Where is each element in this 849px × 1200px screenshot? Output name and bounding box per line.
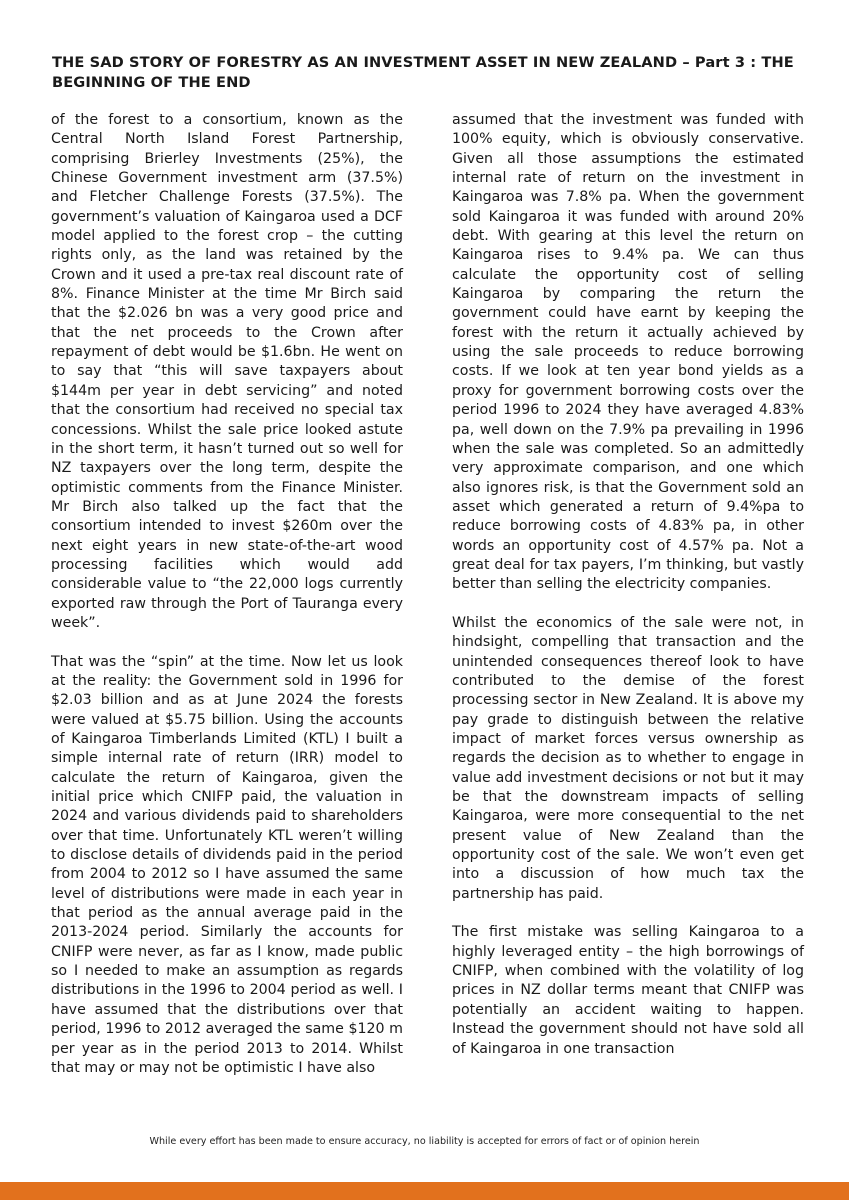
right-column	[452, 111, 804, 1059]
paragraph: assumed that the investment was funded with 100% equity, which is obviously conservative. Given all those assumptions the estimated internal rate of return on the investment in Kaingaroa was 7.8% pa. When the government sold Kaingaroa it was funded with around 20% debt. With gearing at this level the return on Kaingaroa rises to 9.4% pa. We can thus calculate the opportunity cost of selling Kaingaroa by comparing the return the government could have earnt by keeping the forest with the return it actually achieved by using the sale proceeds to reduce borrowing costs. If we look at ten year bond yields as a proxy for government borrowing costs over the period 1996 to 2024 they have averaged 4.83% pa, well down on the 7.9% pa prevailing in 1996 when the sale was completed. So an admittedly very approximate comparison, and one which also ignores risk, is that the Government sold an asset which generated a return of 9.4%pa to reduce borrowing costs of 4.83% pa, in other words an opportunity cost of 4.57% pa. Not a great deal for tax payers, I’m thinking, but vastly better than selling the electricity companies.	[452, 112, 804, 593]
footer-accent-bar	[0, 1182, 849, 1200]
paragraph: That was the “spin” at the time. Now let us look at the reality: the Government sold in 1996 for $2.03 billion and as at June 2024 the forests were valued at $5.75 billion. Using the accounts of Kaingaroa Timberlands Limited (KTL) I built a simple internal rate of return (IRR) model to calculate the return of Kaingaroa, given the initial price which CNIFP paid, the valuation in 2024 and various dividends paid to shareholders over that time. Unfortunately KTL weren’t willing to disclose details of dividends paid in the period from 2004 to 2012 so I have assumed the same level of distributions were made in each year in that period as the annual average paid in the 2013-2024 period. Similarly the accounts for CNIFP were never, as far as I know, made public so I needed to make an assumption as regards distributions in the 1996 to 2004 period as well. I have assumed that the distributions over that period, 1996 to 2012 averaged the same $120 m per year as in the period 2013 to 2014. Whilst that may or may not be optimistic I have also	[51, 653, 403, 1076]
left-column	[51, 111, 403, 1078]
paragraph: The first mistake was selling Kaingaroa to a highly leveraged entity – the high borrowings of CNIFP, when combined with the volatility of log prices in NZ dollar terms meant that CNIFP was potentially an accident waiting to happen. Instead the government should not have sold all of Kaingaroa in one transaction	[452, 924, 804, 1057]
paragraph: of the forest to a consortium, known as the Central North Island Forest Partnership, comprising Brierley Investments (25%), the Chinese Government investment arm (37.5%) and Fletcher Challenge Forests (37.5%). The government’s valuation of Kaingaroa used a DCF model applied to the forest crop – the cutting rights only, as the land was retained by the Crown and it used a pre-tax real discount rate of 8%. Finance Minister at the time Mr Birch said that the $2.026 bn was a very good price and that the net proceeds to the Crown after repayment of debt would be $1.6bn. He went on to say that “this will save taxpayers about $144m per year in debt servicing” and noted that the consortium had received no special tax concessions. Whilst the sale price looked astute in the short term, it hasn’t turned out so well for NZ taxpayers over the long term, despite the optimistic comments from the Finance Minister. Mr Birch also talked up the fact that the consortium intended to invest $260m over the next eight years in new state-of-the-art wood processing facilities which would add considerable value to “the 22,000 logs currently exported raw through the Port of Tauranga every week”.	[51, 112, 403, 631]
paragraph: Whilst the economics of the sale were not, in hindsight, compelling that transaction and the unintended consequences thereof look to have contributed to the demise of the forest processing sector in New Zealand. It is above my pay grade to distinguish between the relative impact of market forces versus ownership as regards the decision as to whether to engage in value add investment decisions or not but it may be that the downstream impacts of selling Kaingaroa, were more consequential to the net present value of New Zealand than the opportunity cost of the sale. We won’t even get into a discussion of how much tax the partnership has paid.	[452, 614, 804, 902]
page-title: THE SAD STORY OF FORESTRY AS AN INVESTMENT ASSET IN NEW ZEALAND – Part 3 : THE BEGINNING OF THE END	[52, 54, 794, 91]
footer-disclaimer: While every effort has been made to ensure accuracy, no liability is accepted for errors of fact or of opinion herein	[149, 1136, 700, 1147]
